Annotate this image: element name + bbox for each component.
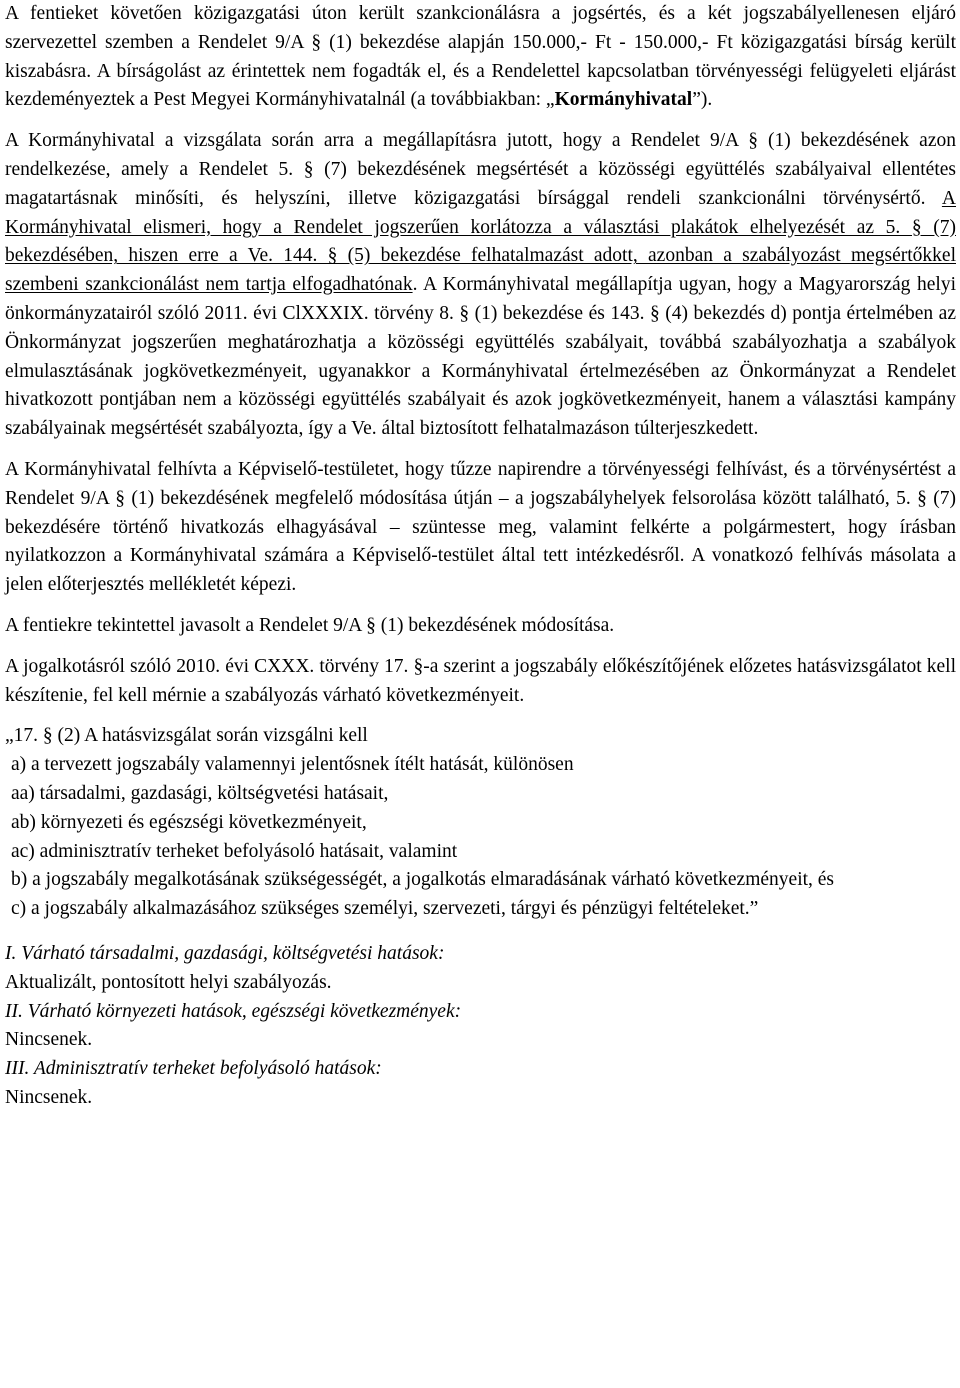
impact-heading-environmental: II. Várható környezeti hatások, egészségi következmények: (5, 1000, 462, 1022)
paragraph-text: A fentieket követően közigazgatási úton került szankcionálásra a jogsértés, és a két jogszabályellenesen eljáró szervezettel szemben a Rendelet 9/A § (1) bekezdése alapján 150.000,- Ft - 150.000,- Ft közigazgatási bírság került kiszabásra. A bírságolást az érintettek nem fogadták el, és a Rendelettel kapcsolatban törvényességi felügyeleti eljárást kezdeményeztek a Pest Megyei Kormányhivatalnál (a továbbiakban: „ (5, 3, 956, 111)
quote-item-a: a) a tervezett jogszabály valamennyi jelentősnek ítélt hatását, különösen (11, 754, 574, 776)
impact-value-social: Aktualizált, pontosított helyi szabályozás. (5, 971, 332, 993)
quoted-law-section (5, 722, 956, 924)
quote-item-ab: ab) környezeti és egészségi következményeit, (11, 811, 367, 833)
quote-item-b: b) a jogszabály megalkotásának szükségességét, a jogalkotás elmaradásának várható következményeit, és (11, 869, 835, 891)
paragraph-text: A Kormányhivatal a vizsgálata során arra a megállapításra jutott, hogy a Rendelet 9/A § (1) bekezdésének azon rendelkezése, amely a Rendelet 5. § (7) bekezdésének megsértését a közösségi együttélés szabályaival ellentétes magatartásnak minősíti, és helyszíni, illetve közigazgatási bírsággal rendeli szankcionálni törvénysértő. (5, 130, 956, 209)
paragraph-impact-assessment-law: A jogalkotásról szóló 2010. évi CXXX. törvény 17. §-a szerint a jogszabály előkészítőjének előzetes hatásvizsgálatot kell készítenie, fel kell mérnie a szabályozás várható következményeit. (5, 655, 956, 706)
quote-item-c: c) a jogszabály alkalmazásához szükséges személyi, szervezeti, tárgyi és pénzügyi feltételeket.” (11, 898, 759, 920)
paragraph-fine-imposed (5, 0, 956, 115)
paragraph-government-office-findings (5, 127, 956, 444)
impact-list (5, 940, 956, 1113)
quote-intro: „17. § (2) A hatásvizsgálat során vizsgálni kell (5, 725, 368, 747)
impact-heading-social: I. Várható társadalmi, gazdasági, költségvetési hatások: (5, 942, 445, 964)
quote-item-aa: aa) társadalmi, gazdasági, költségvetési hatásait, (11, 782, 389, 804)
paragraph-text-tail: ”). (692, 89, 713, 111)
paragraph-proposal: A fentiekre tekintettel javasolt a Rendelet 9/A § (1) bekezdésének módosítása. (5, 614, 615, 636)
underlined-passage: A Kormányhivatal elismeri, hogy a Rendelet jogszerűen korlátozza a választási plakátok elhelyezését az 5. § (7) bekezdésében, hiszen erre a Ve. 144. § (5) bekezdése felhatalmazást adott, azonban a szabályozást megsértőkkel szembeni szankcionálást nem tartja elfogadhatónak (5, 187, 956, 296)
paragraph-legality-notice: A Kormányhivatal felhívta a Képviselő-testületet, hogy tűzze napirendre a törvényességi felhívást, és a törvénysértést a Rendelet 9/A § (1) bekezdésének megfelelő módosítása útján – a jogszabályhelyek felsorolása között található, 5. § (7) bekezdésére történő hivatkozás elhagyásával – szüntesse meg, valamint felkérte a polgármestert, hogy írásban nyilatkozzon a Kormányhivatal számára a Képviselő-testület által tett intézkedésről. A vonatkozó felhívás másolata a jelen előterjesztés mellékletét képezi. (5, 458, 956, 596)
impact-value-environmental: Nincsenek. (5, 1029, 93, 1051)
quote-item-ac: ac) adminisztratív terheket befolyásoló hatásait, valamint (11, 840, 458, 862)
impact-heading-administrative: III. Adminisztratív terheket befolyásoló hatások: (5, 1058, 382, 1080)
impact-value-administrative: Nincsenek. (5, 1086, 93, 1108)
paragraph-text-tail: . A Kormányhivatal megállapítja ugyan, hogy a Magyarország helyi önkormányzatairól szóló 2011. évi ClXXXIX. törvény 8. § (1) bekezdése és 143. § (4) bekezdés d) pontja értelmében az Önkormányzat jogszerűen meghatározhatja a közösségi együttélés szabályait, továbbá szabályozhatja a szabályok elmulasztásának jogkövetkezményeit, ugyanakkor a Kormányhivatal értelmezésében az Önkormányzat a Rendelet hivatkozott pontjában nem a közösségi együttélés szabályait és azok jogkövetkezményeit, hanem a választási kampány szabályainak megsértését szabályozta, így a Ve. által biztosított felhatalmazáson túlterjeszkedett. (5, 274, 956, 440)
defined-term: Kormányhivatal (554, 89, 693, 111)
